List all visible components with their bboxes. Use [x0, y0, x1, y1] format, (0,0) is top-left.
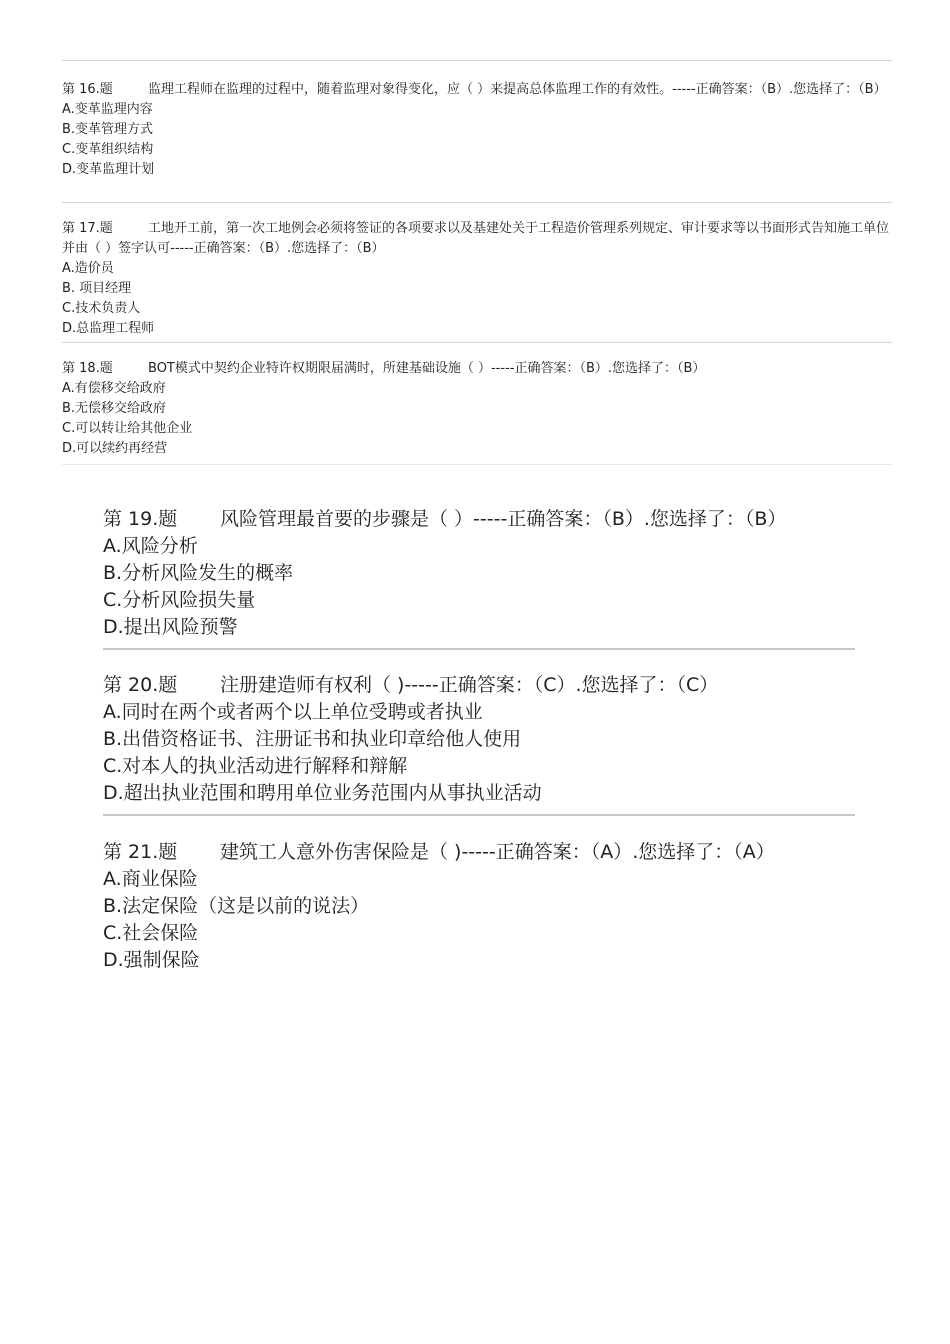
option-a: A.有偿移交给政府	[62, 381, 166, 396]
divider	[103, 648, 855, 650]
question-text: 工地开工前，第一次工地例会必须将签证的各项要求以及基建处关于工程造价管理系列规定、审计要求等以书面形式告知施工单位并由（ ）签字认可-----正确答案：（B）.您选择了：（B）	[62, 221, 890, 256]
option-a: A.商业保险	[103, 868, 198, 890]
question-number: 第 18.题	[62, 361, 113, 376]
option-c: C.变革组织结构	[62, 142, 154, 157]
question-20	[103, 672, 863, 807]
option-d: D.超出执业范围和聘用单位业务范围内从事执业活动	[103, 782, 542, 804]
question-16	[62, 80, 892, 180]
option-b: B.法定保险（这是以前的说法）	[103, 895, 370, 917]
option-d: D.可以续约再经营	[62, 441, 168, 456]
option-b: B.分析风险发生的概率	[103, 562, 294, 584]
option-b: B.无偿移交给政府	[62, 401, 167, 416]
divider	[62, 342, 892, 343]
question-text: 监理工程师在监理的过程中，随着监理对象得变化，应（ ）来提高总体监理工作的有效性。-----正确答案：（B）.您选择了：（B）	[148, 82, 887, 97]
divider	[62, 464, 892, 465]
option-c: C.分析风险损失量	[103, 589, 256, 611]
question-number: 第 20.题	[103, 674, 178, 696]
question-17	[62, 219, 892, 339]
question-text: 注册建造师有权利（ )-----正确答案：（C）.您选择了：（C）	[220, 674, 719, 696]
option-d: D.强制保险	[103, 949, 200, 971]
question-stem	[103, 839, 863, 866]
option-d: D.总监理工程师	[62, 321, 155, 336]
option-a: A.风险分析	[103, 535, 198, 557]
question-text: 建筑工人意外伤害保险是（ )-----正确答案：（A）.您选择了：（A）	[220, 841, 775, 863]
divider	[62, 60, 892, 61]
option-c: C.技术负责人	[62, 301, 141, 316]
option-d: D.提出风险预警	[103, 616, 238, 638]
question-text: BOT模式中契约企业特许权期限届满时，所建基础设施（ ）-----正确答案：（B）.您选择了：（B）	[148, 361, 706, 376]
option-b: B.变革管理方式	[62, 122, 154, 137]
option-b: B. 项目经理	[62, 281, 132, 296]
option-c: C.对本人的执业活动进行解释和辩解	[103, 755, 408, 777]
option-a: A.变革监理内容	[62, 102, 153, 117]
question-19	[103, 506, 863, 641]
question-number: 第 16.题	[62, 82, 113, 97]
question-18	[62, 359, 892, 459]
question-stem	[62, 359, 892, 379]
question-number: 第 19.题	[103, 508, 178, 530]
question-stem	[62, 80, 892, 100]
divider	[62, 202, 892, 203]
question-text: 风险管理最首要的步骤是（ ）-----正确答案：（B）.您选择了：（B）	[220, 508, 787, 530]
question-21	[103, 839, 863, 974]
option-d: D.变革监理计划	[62, 162, 155, 177]
question-number: 第 17.题	[62, 221, 113, 236]
divider	[103, 814, 855, 816]
question-stem	[103, 506, 863, 533]
option-a: A.同时在两个或者两个以上单位受聘或者执业	[103, 701, 483, 723]
option-b: B.出借资格证书、注册证书和执业印章给他人使用	[103, 728, 522, 750]
option-a: A.造价员	[62, 261, 114, 276]
option-c: C.可以转让给其他企业	[62, 421, 193, 436]
question-number: 第 21.题	[103, 841, 178, 863]
option-c: C.社会保险	[103, 922, 199, 944]
question-stem	[62, 219, 892, 259]
question-stem	[103, 672, 863, 699]
